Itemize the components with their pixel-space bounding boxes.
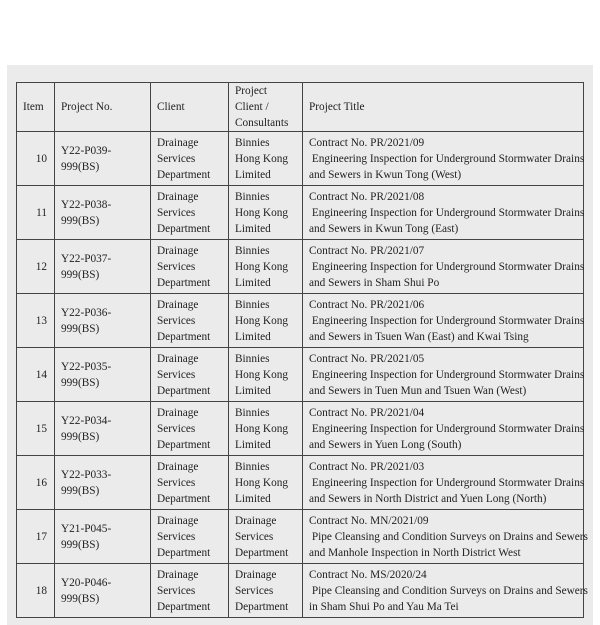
project-title-cell [303, 348, 584, 402]
project-no-cell: Y22-P036-999(BS) [55, 294, 151, 348]
project-title-line: Contract No. MN/2021/09 [309, 514, 429, 527]
client-cell: Drainage Services Department [151, 510, 229, 564]
project-title-cell [303, 402, 584, 456]
project-no-cell: Y22-P037-999(BS) [55, 240, 151, 294]
project-title-line: Engineering Inspection for Underground Stormwater Drains [309, 260, 585, 273]
project-title-line: Engineering Inspection for Underground Stormwater Drains [309, 368, 585, 381]
project-title-cell [303, 456, 584, 510]
item-cell: 14 [17, 348, 55, 402]
header-consultants: Project Client / Consultants [229, 83, 303, 132]
client-cell: Drainage Services Department [151, 240, 229, 294]
project-title-line: Contract No. MS/2020/24 [309, 568, 427, 581]
consultant-cell: Binnies Hong Kong Limited [229, 132, 303, 186]
item-cell: 15 [17, 402, 55, 456]
project-title-line: and Sewers in Yuen Long (South) [309, 438, 462, 451]
table-row [17, 294, 584, 348]
project-title-line: Contract No. PR/2021/05 [309, 352, 425, 365]
project-title-line: Pipe Cleansing and Condition Surveys on Drains and Sewers [309, 530, 588, 543]
project-no-cell: Y22-P033-999(BS) [55, 456, 151, 510]
project-title-cell [303, 510, 588, 564]
project-no-cell: Y21-P045-999(BS) [55, 510, 151, 564]
table-row [17, 186, 584, 240]
client-cell: Drainage Services Department [151, 456, 229, 510]
project-title-line: Engineering Inspection for Underground Stormwater Drains [309, 152, 585, 165]
client-cell: Drainage Services Department [151, 564, 229, 618]
header-project-title: Project Title [303, 83, 584, 132]
project-title-line: and Sewers in Kwun Tong (West) [309, 168, 462, 181]
client-cell: Drainage Services Department [151, 132, 229, 186]
project-title-line: Contract No. PR/2021/06 [309, 298, 425, 311]
project-title-line: Engineering Inspection for Underground Stormwater Drains [309, 206, 585, 219]
client-cell: Drainage Services Department [151, 294, 229, 348]
table-row [17, 564, 584, 618]
item-cell: 12 [17, 240, 55, 294]
table-row [17, 348, 584, 402]
project-title-line: in Sham Shui Po and Yau Ma Tei [309, 600, 459, 613]
table-row [17, 456, 584, 510]
item-cell: 10 [17, 132, 55, 186]
project-title-line: Contract No. PR/2021/03 [309, 460, 425, 473]
consultant-cell: Binnies Hong Kong Limited [229, 240, 303, 294]
project-title-cell [303, 186, 584, 240]
client-cell: Drainage Services Department [151, 402, 229, 456]
item-cell: 16 [17, 456, 55, 510]
project-title-line: Contract No. PR/2021/07 [309, 244, 425, 257]
table-row [17, 240, 584, 294]
project-no-cell: Y22-P039-999(BS) [55, 132, 151, 186]
project-title-line: and Sewers in Tuen Mun and Tsuen Wan (West) [309, 384, 527, 397]
project-title-line: and Sewers in Tsuen Wan (East) and Kwai Tsing [309, 330, 529, 343]
project-title-line: Pipe Cleansing and Condition Surveys on Drains and Sewers [309, 584, 588, 597]
table-row [17, 132, 584, 186]
consultant-cell: Binnies Hong Kong Limited [229, 456, 303, 510]
project-title-line: Contract No. PR/2021/09 [309, 136, 425, 149]
project-title-line: Engineering Inspection for Underground Stormwater Drains [309, 476, 585, 489]
header-client: Client [151, 83, 229, 132]
project-title-line: and Sewers in Sham Shui Po [309, 276, 440, 289]
project-title-line: Contract No. PR/2021/08 [309, 190, 425, 203]
project-title-line: Engineering Inspection for Underground Stormwater Drains [309, 314, 585, 327]
projects-table [16, 82, 588, 618]
table-row [17, 510, 584, 564]
project-no-cell: Y22-P034-999(BS) [55, 402, 151, 456]
consultant-cell: Drainage Services Department [229, 564, 303, 618]
project-title-cell [303, 132, 584, 186]
consultant-cell: Binnies Hong Kong Limited [229, 402, 303, 456]
project-title-cell [303, 240, 584, 294]
project-title-line: and Manhole Inspection in North District West [309, 546, 521, 559]
consultant-cell: Drainage Services Department [229, 510, 303, 564]
table-header-row [17, 83, 584, 132]
consultant-cell: Binnies Hong Kong Limited [229, 186, 303, 240]
item-cell: 18 [17, 564, 55, 618]
project-no-cell: Y22-P038-999(BS) [55, 186, 151, 240]
header-item: Item [17, 83, 55, 132]
project-title-line: and Sewers in North District and Yuen Long (North) [309, 492, 547, 505]
client-cell: Drainage Services Department [151, 348, 229, 402]
project-title-line: Contract No. PR/2021/04 [309, 406, 425, 419]
item-cell: 17 [17, 510, 55, 564]
project-title-line: and Sewers in Kwun Tong (East) [309, 222, 459, 235]
consultant-cell: Binnies Hong Kong Limited [229, 294, 303, 348]
item-cell: 13 [17, 294, 55, 348]
item-cell: 11 [17, 186, 55, 240]
project-title-cell [303, 294, 584, 348]
project-title-line: Engineering Inspection for Underground Stormwater Drains [309, 422, 585, 435]
client-cell: Drainage Services Department [151, 186, 229, 240]
consultant-cell: Binnies Hong Kong Limited [229, 348, 303, 402]
header-project-no: Project No. [55, 83, 151, 132]
project-title-cell [303, 564, 588, 618]
table-row [17, 402, 584, 456]
project-no-cell: Y22-P035-999(BS) [55, 348, 151, 402]
project-no-cell: Y20-P046-999(BS) [55, 564, 151, 618]
